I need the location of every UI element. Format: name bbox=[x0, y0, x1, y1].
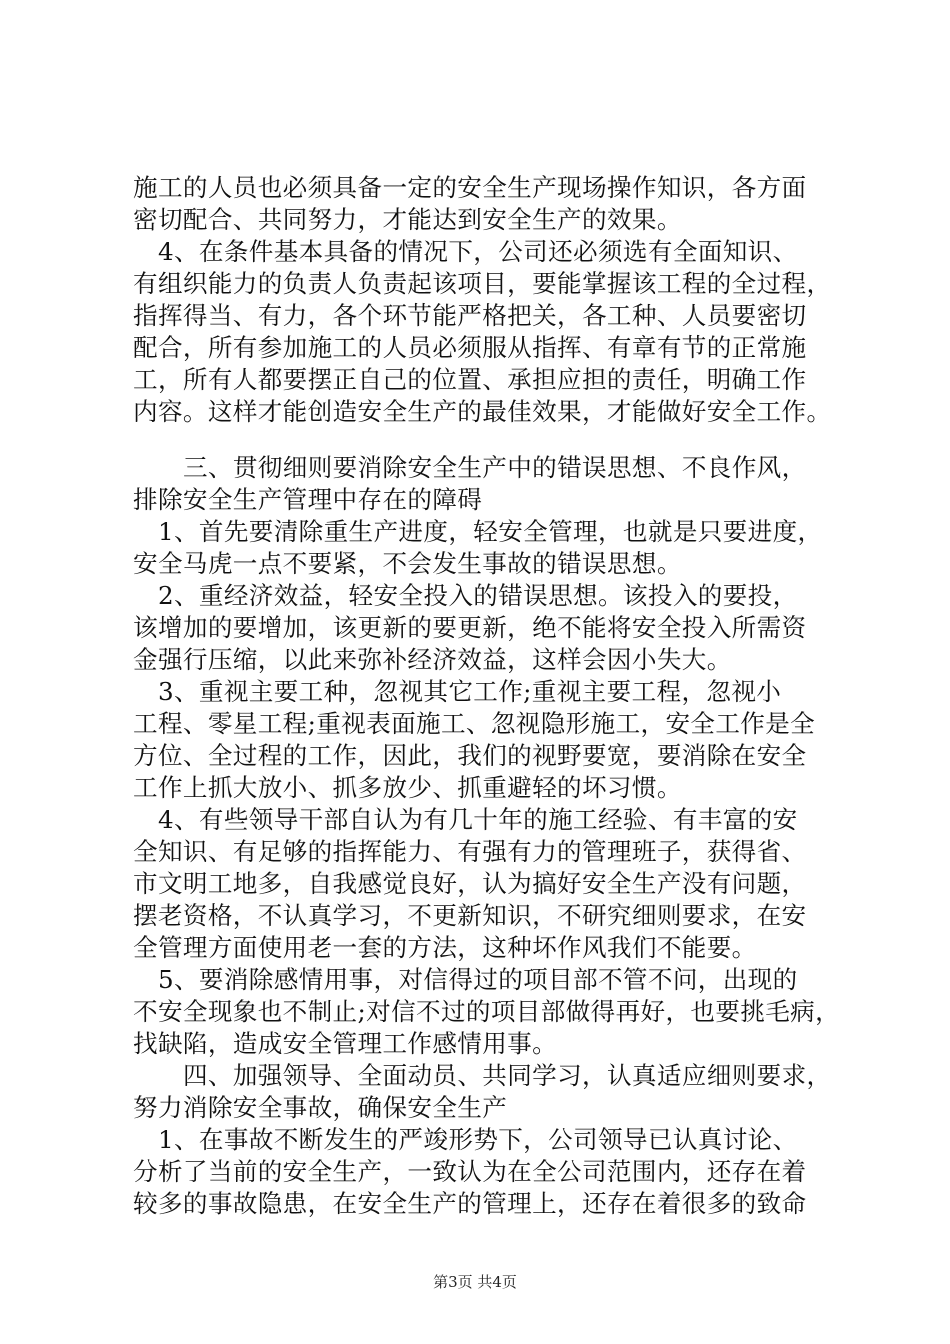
text-line: 配合，所有参加施工的人员必须服从指挥、有章有节的正常施 bbox=[133, 333, 807, 362]
text-line: 方位、全过程的工作，因此，我们的视野要宽，要消除在安全 bbox=[133, 741, 807, 770]
text-line: 分析了当前的安全生产，一致认为在全公司范围内，还存在着 bbox=[133, 1157, 807, 1186]
text-line: 密切配合、共同努力，才能达到安全生产的效果。 bbox=[133, 205, 682, 234]
text-line: 全知识、有足够的指挥能力、有强有力的管理班子，获得省、 bbox=[133, 837, 807, 866]
section-heading-4-cont: 努力消除安全事故，确保安全生产 bbox=[133, 1093, 508, 1122]
text-line: 4、有些领导干部自认为有几十年的施工经验、有丰富的安 bbox=[133, 805, 798, 834]
text-line: 安全马虎一点不要紧，不会发生事故的错误思想。 bbox=[133, 549, 682, 578]
text-line: 找缺陷，造成安全管理工作感情用事。 bbox=[133, 1029, 558, 1058]
text-line: 2、重经济效益，轻安全投入的错误思想。该投入的要投， bbox=[133, 581, 798, 610]
text-line: 金强行压缩，以此来弥补经济效益，这样会因小失大。 bbox=[133, 645, 732, 674]
text-line: 施工的人员也必须具备一定的安全生产现场操作知识，各方面 bbox=[133, 173, 807, 202]
text-line: 工作上抓大放小、抓多放少、抓重避轻的坏习惯。 bbox=[133, 773, 682, 802]
text-line: 摆老资格，不认真学习，不更新知识，不研究细则要求，在安 bbox=[133, 901, 807, 930]
text-line: 有组织能力的负责人负责起该项目，要能掌握该工程的全过程， bbox=[133, 269, 832, 298]
text-line: 工程、零星工程;重视表面施工、忽视隐形施工，安全工作是全 bbox=[133, 709, 816, 738]
text-line: 较多的事故隐患，在安全生产的管理上，还存在着很多的致命 bbox=[133, 1189, 807, 1218]
text-line: 不安全现象也不制止;对信不过的项目部做得再好，也要挑毛病， bbox=[133, 997, 841, 1026]
text-line: 1、在事故不断发生的严竣形势下，公司领导已认真讨论、 bbox=[133, 1125, 798, 1154]
section-heading-3-cont: 排除安全生产管理中存在的障碍 bbox=[133, 485, 483, 514]
text-line: 1、首先要清除重生产进度，轻安全管理，也就是只要进度， bbox=[133, 517, 823, 546]
text-line: 内容。这样才能创造安全生产的最佳效果，才能做好安全工作。 bbox=[133, 397, 832, 426]
text-line: 5、要消除感情用事，对信得过的项目部不管不问，出现的 bbox=[133, 965, 798, 994]
text-line: 指挥得当、有力，各个环节能严格把关，各工种、人员要密切 bbox=[133, 301, 807, 330]
text-line: 4、在条件基本具备的情况下，公司还必须选有全面知识、 bbox=[133, 237, 798, 266]
section-heading-3: 三、贯彻细则要消除安全生产中的错误思想、不良作风， bbox=[158, 453, 807, 482]
page-number-footer: 第3页 共4页 bbox=[433, 1273, 517, 1291]
text-line: 市文明工地多，自我感觉良好，认为搞好安全生产没有问题， bbox=[133, 869, 807, 898]
text-line: 3、重视主要工种，忽视其它工作;重视主要工程，忽视小 bbox=[133, 677, 782, 706]
text-line: 全管理方面使用老一套的方法，这种坏作风我们不能要。 bbox=[133, 933, 757, 962]
section-heading-4: 四、加强领导、全面动员、共同学习，认真适应细则要求， bbox=[158, 1061, 832, 1090]
text-line: 该增加的要增加，该更新的要更新，绝不能将安全投入所需资 bbox=[133, 613, 807, 642]
text-line: 工，所有人都要摆正自己的位置、承担应担的责任，明确工作 bbox=[133, 365, 807, 394]
